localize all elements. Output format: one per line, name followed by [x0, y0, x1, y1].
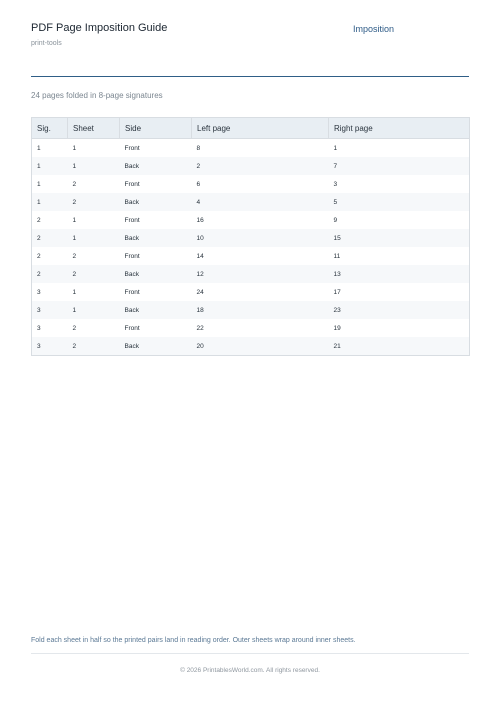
column-header-left-page: Left page — [192, 118, 329, 139]
sheet-cell: 2 — [72, 324, 77, 332]
right-page-cell: 15 — [329, 229, 470, 247]
signature-cell: 1 — [37, 144, 41, 152]
page-subtitle: print-tools — [31, 40, 62, 47]
copyright-notice: © 2026 PrintablesWorld.com. All rights reserved. — [180, 667, 320, 674]
page-title: PDF Page Imposition Guide — [31, 22, 168, 34]
side-cell: Back — [120, 265, 192, 283]
sheet-cell: 1 — [72, 216, 77, 224]
imposition-table — [31, 117, 470, 356]
signature-cell: 1 — [32, 157, 68, 175]
table-row — [32, 265, 470, 283]
right-page-cell: 7 — [329, 157, 470, 175]
table-row — [32, 139, 470, 158]
header-divider — [31, 76, 469, 77]
sheet-cell: 2 — [72, 180, 77, 188]
right-page-cell: 23 — [329, 301, 470, 319]
table-row — [32, 301, 470, 319]
table-header-row — [32, 118, 470, 139]
side-cell: Back — [120, 301, 192, 319]
signature-cell: 1 — [32, 193, 68, 211]
table-row — [32, 337, 470, 356]
footer-divider — [31, 653, 469, 654]
column-header-signature: Sig. — [32, 118, 68, 139]
table-row — [32, 247, 470, 265]
side-cell: Back — [120, 337, 192, 356]
right-page-cell: 17 — [333, 288, 341, 296]
table-row — [32, 211, 470, 229]
side-cell: Front — [124, 216, 140, 224]
sheet-cell: 1 — [68, 229, 120, 247]
sheet-cell: 2 — [72, 252, 77, 260]
sheet-cell: 2 — [68, 265, 120, 283]
table-row — [32, 283, 470, 301]
imposition-summary: 24 pages folded in 8-page signatures — [31, 91, 163, 100]
sheet-cell: 1 — [72, 144, 77, 152]
signature-cell: 3 — [37, 324, 41, 332]
side-cell: Front — [124, 180, 140, 188]
right-page-cell: 19 — [333, 324, 341, 332]
table-row — [32, 229, 470, 247]
sheet-cell: 1 — [68, 157, 120, 175]
side-cell: Back — [120, 157, 192, 175]
sheet-cell: 1 — [68, 301, 120, 319]
right-page-cell: 21 — [329, 337, 470, 356]
sheet-cell: 1 — [72, 288, 77, 296]
left-page-cell: 10 — [192, 229, 329, 247]
right-page-cell: 9 — [333, 216, 338, 224]
side-cell: Front — [124, 252, 140, 260]
left-page-cell: 18 — [192, 301, 329, 319]
right-page-cell: 11 — [333, 252, 341, 260]
signature-cell: 2 — [32, 229, 68, 247]
left-page-cell: 16 — [196, 216, 204, 224]
side-cell: Front — [124, 324, 140, 332]
left-page-cell: 6 — [196, 180, 201, 188]
signature-cell: 3 — [37, 288, 41, 296]
right-page-cell: 3 — [333, 180, 338, 188]
left-page-cell: 4 — [192, 193, 329, 211]
section-tag: Imposition — [353, 24, 395, 34]
left-page-cell: 2 — [192, 157, 329, 175]
left-page-cell: 22 — [196, 324, 204, 332]
left-page-cell: 20 — [192, 337, 329, 356]
folding-footnote: Fold each sheet in half so the printed pairs land in reading order. Outer sheets wrap around inner sheets. — [31, 637, 356, 644]
signature-cell: 2 — [32, 265, 68, 283]
table-body — [32, 139, 470, 356]
sheet-cell: 2 — [68, 337, 120, 356]
signature-cell: 3 — [32, 301, 68, 319]
side-cell: Front — [124, 288, 140, 296]
right-page-cell: 1 — [333, 144, 338, 152]
side-cell: Back — [120, 193, 192, 211]
left-page-cell: 8 — [196, 144, 201, 152]
signature-cell: 2 — [37, 216, 41, 224]
column-header-side: Side — [120, 118, 192, 139]
side-cell: Back — [120, 229, 192, 247]
signature-cell: 1 — [37, 180, 41, 188]
sheet-cell: 2 — [68, 193, 120, 211]
signature-cell: 2 — [37, 252, 41, 260]
imposition-table-container — [31, 117, 470, 356]
column-header-right-page: Right page — [329, 118, 470, 139]
side-cell: Front — [124, 144, 140, 152]
right-page-cell: 5 — [329, 193, 470, 211]
right-page-cell: 13 — [329, 265, 470, 283]
left-page-cell: 14 — [196, 252, 204, 260]
left-page-cell: 24 — [196, 288, 204, 296]
left-page-cell: 12 — [192, 265, 329, 283]
signature-cell: 3 — [32, 337, 68, 356]
table-row — [32, 193, 470, 211]
table-row — [32, 319, 470, 337]
column-header-sheet: Sheet — [68, 118, 120, 139]
table-row — [32, 157, 470, 175]
table-row — [32, 175, 470, 193]
